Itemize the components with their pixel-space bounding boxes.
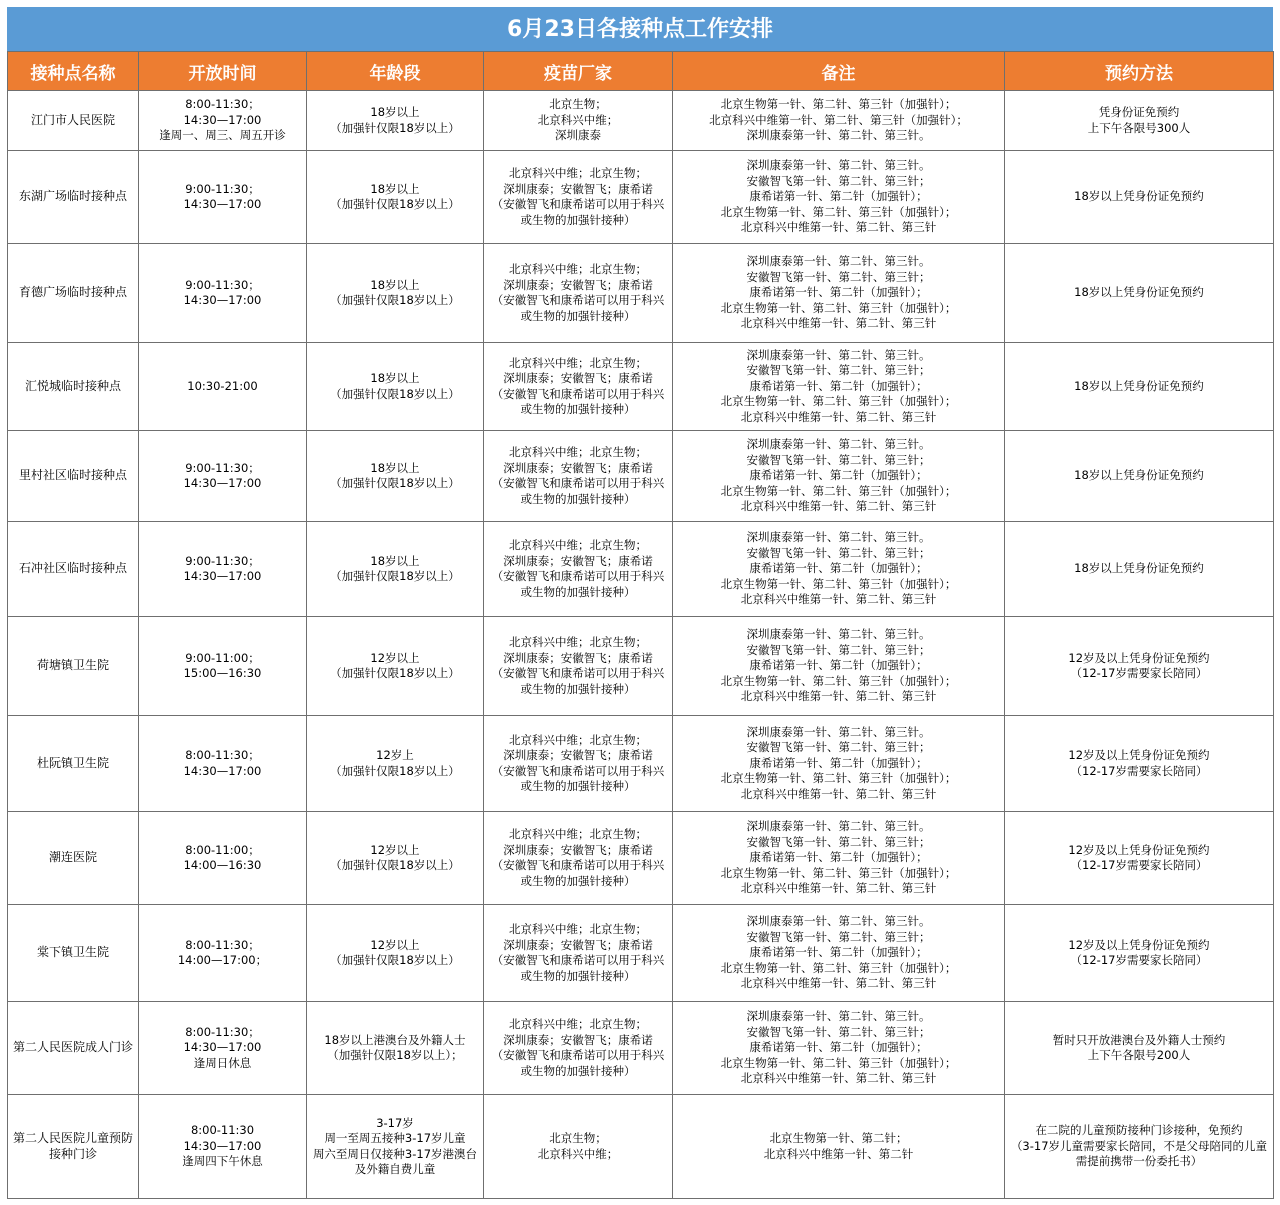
table-row [8, 91, 1274, 151]
age-range: 12岁以上 （加强针仅限18岁以上） [307, 617, 484, 716]
table-row [8, 522, 1274, 617]
vaccine-maker: 北京科兴中维；北京生物； 深圳康泰；安徽智飞；康希诺 （安徽智飞和康希诺可以用于科兴或生物的加强针接种） [484, 522, 673, 617]
header-site-name: 接种点名称 [8, 52, 139, 91]
vaccine-maker: 北京生物； 北京科兴中维； [484, 1095, 673, 1199]
site-name: 棠下镇卫生院 [8, 905, 139, 1002]
booking-method: 18岁以上凭身份证免预约 [1005, 431, 1274, 522]
notes: 深圳康泰第一针、第二针、第三针。 安徽智飞第一针、第二针、第三针； 康希诺第一针、第二针（加强针）； 北京生物第一针、第二针、第三针（加强针）； 北京科兴中维第一针、第二针、第三针 [673, 905, 1005, 1002]
site-name: 里村社区临时接种点 [8, 431, 139, 522]
header-notes: 备注 [673, 52, 1005, 91]
site-name: 育德广场临时接种点 [8, 244, 139, 343]
booking-method: 12岁及以上凭身份证免预约 （12-17岁需要家长陪同） [1005, 905, 1274, 1002]
open-hours: 8:00-11:00； 14:00—16:30 [139, 812, 307, 905]
notes: 北京生物第一针、第二针； 北京科兴中维第一针、第二针 [673, 1095, 1005, 1199]
age-range: 18岁以上 （加强针仅限18岁以上） [307, 343, 484, 431]
open-hours: 8:00-11:30； 14:30—17:00 [139, 716, 307, 812]
age-range: 18岁以上 （加强针仅限18岁以上） [307, 431, 484, 522]
booking-method: 12岁及以上凭身份证免预约 （12-17岁需要家长陪同） [1005, 812, 1274, 905]
notes: 深圳康泰第一针、第二针、第三针。 安徽智飞第一针、第二针、第三针； 康希诺第一针、第二针（加强针）； 北京生物第一针、第二针、第三针（加强针）； 北京科兴中维第一针、第二针、第三针 [673, 812, 1005, 905]
vaccine-maker: 北京科兴中维；北京生物； 深圳康泰；安徽智飞；康希诺 （安徽智飞和康希诺可以用于科兴或生物的加强针接种） [484, 343, 673, 431]
vaccine-maker: 北京科兴中维；北京生物； 深圳康泰；安徽智飞；康希诺 （安徽智飞和康希诺可以用于科兴或生物的加强针接种） [484, 812, 673, 905]
table-row [8, 343, 1274, 431]
site-name: 杜阮镇卫生院 [8, 716, 139, 812]
table-row [8, 1095, 1274, 1199]
open-hours: 8:00-11:30； 14:30—17:00 逢周一、周三、周五开诊 [139, 91, 307, 151]
notes: 北京生物第一针、第二针、第三针（加强针）； 北京科兴中维第一针、第二针、第三针（加强针）； 深圳康泰第一针、第二针、第三针。 [673, 91, 1005, 151]
open-hours: 9:00-11:30； 14:30—17:00 [139, 522, 307, 617]
site-name: 汇悦城临时接种点 [8, 343, 139, 431]
vaccine-maker: 北京科兴中维；北京生物； 深圳康泰；安徽智飞；康希诺 （安徽智飞和康希诺可以用于科兴或生物的加强针接种） [484, 151, 673, 244]
vaccine-maker: 北京科兴中维；北京生物； 深圳康泰；安徽智飞；康希诺 （安徽智飞和康希诺可以用于科兴或生物的加强针接种） [484, 905, 673, 1002]
vaccine-maker: 北京科兴中维；北京生物； 深圳康泰；安徽智飞；康希诺 （安徽智飞和康希诺可以用于科兴或生物的加强针接种） [484, 716, 673, 812]
table-row [8, 244, 1274, 343]
site-name: 石冲社区临时接种点 [8, 522, 139, 617]
age-range: 18岁以上 （加强针仅限18岁以上） [307, 151, 484, 244]
notes: 深圳康泰第一针、第二针、第三针。 安徽智飞第一针、第二针、第三针； 康希诺第一针、第二针（加强针）； 北京生物第一针、第二针、第三针（加强针）； 北京科兴中维第一针、第二针、第三针 [673, 1002, 1005, 1095]
booking-method: 18岁以上凭身份证免预约 [1005, 244, 1274, 343]
notes: 深圳康泰第一针、第二针、第三针。 安徽智飞第一针、第二针、第三针； 康希诺第一针、第二针（加强针）； 北京生物第一针、第二针、第三针（加强针）； 北京科兴中维第一针、第二针、第三针 [673, 431, 1005, 522]
booking-method: 12岁及以上凭身份证免预约 （12-17岁需要家长陪同） [1005, 716, 1274, 812]
open-hours: 9:00-11:30； 14:30—17:00 [139, 244, 307, 343]
vaccine-maker: 北京科兴中维；北京生物； 深圳康泰；安徽智飞；康希诺 （安徽智飞和康希诺可以用于科兴或生物的加强针接种） [484, 431, 673, 522]
site-name: 东湖广场临时接种点 [8, 151, 139, 244]
site-name: 第二人民医院成人门诊 [8, 1002, 139, 1095]
notes: 深圳康泰第一针、第二针、第三针。 安徽智飞第一针、第二针、第三针； 康希诺第一针、第二针（加强针）； 北京生物第一针、第二针、第三针（加强针）； 北京科兴中维第一针、第二针、第三针 [673, 522, 1005, 617]
age-range: 18岁以上 （加强针仅限18岁以上） [307, 91, 484, 151]
open-hours: 8:00-11:30 14:30—17:00 逢周四下午休息 [139, 1095, 307, 1199]
vaccine-maker: 北京科兴中维；北京生物； 深圳康泰；安徽智飞；康希诺 （安徽智飞和康希诺可以用于科兴或生物的加强针接种） [484, 244, 673, 343]
table-row [8, 151, 1274, 244]
table-row [8, 1002, 1274, 1095]
site-name: 荷塘镇卫生院 [8, 617, 139, 716]
header-age-range: 年龄段 [307, 52, 484, 91]
vaccine-maker: 北京科兴中维；北京生物； 深圳康泰；安徽智飞；康希诺 （安徽智飞和康希诺可以用于科兴或生物的加强针接种） [484, 1002, 673, 1095]
notes: 深圳康泰第一针、第二针、第三针。 安徽智飞第一针、第二针、第三针； 康希诺第一针、第二针（加强针）； 北京生物第一针、第二针、第三针（加强针）； 北京科兴中维第一针、第二针、第三针 [673, 343, 1005, 431]
age-range: 18岁以上 （加强针仅限18岁以上） [307, 522, 484, 617]
notes: 深圳康泰第一针、第二针、第三针。 安徽智飞第一针、第二针、第三针； 康希诺第一针、第二针（加强针）； 北京生物第一针、第二针、第三针（加强针）； 北京科兴中维第一针、第二针、第三针 [673, 244, 1005, 343]
open-hours: 9:00-11:30； 14:30—17:00 [139, 151, 307, 244]
header-row [8, 52, 1274, 91]
age-range: 3-17岁 周一至周五接种3-17岁儿童 周六至周日仅接种3-17岁港澳台及外籍自费儿童 [307, 1095, 484, 1199]
site-name: 潮连医院 [8, 812, 139, 905]
booking-method: 凭身份证免预约 上下午各限号300人 [1005, 91, 1274, 151]
schedule-sheet [7, 7, 1273, 1199]
notes: 深圳康泰第一针、第二针、第三针。 安徽智飞第一针、第二针、第三针； 康希诺第一针、第二针（加强针）； 北京生物第一针、第二针、第三针（加强针）； 北京科兴中维第一针、第二针、第三针 [673, 716, 1005, 812]
age-range: 12岁以上 （加强针仅限18岁以上） [307, 905, 484, 1002]
open-hours: 10:30-21:00 [139, 343, 307, 431]
age-range: 12岁以上 （加强针仅限18岁以上） [307, 812, 484, 905]
booking-method: 12岁及以上凭身份证免预约 （12-17岁需要家长陪同） [1005, 617, 1274, 716]
vaccine-maker: 北京科兴中维；北京生物； 深圳康泰；安徽智飞；康希诺 （安徽智飞和康希诺可以用于科兴或生物的加强针接种） [484, 617, 673, 716]
sheet-title: 6月23日各接种点工作安排 [7, 7, 1273, 51]
booking-method: 在二院的儿童预防接种门诊接种，免预约 （3-17岁儿童需要家长陪同，不是父母陪同的儿童需提前携带一份委托书） [1005, 1095, 1274, 1199]
header-booking: 预约方法 [1005, 52, 1274, 91]
age-range: 12岁上 （加强针仅限18岁以上） [307, 716, 484, 812]
open-hours: 9:00-11:30； 14:30—17:00 [139, 431, 307, 522]
booking-method: 18岁以上凭身份证免预约 [1005, 151, 1274, 244]
booking-method: 18岁以上凭身份证免预约 [1005, 522, 1274, 617]
table-row [8, 617, 1274, 716]
open-hours: 8:00-11:30； 14:30—17:00 逢周日休息 [139, 1002, 307, 1095]
site-name: 第二人民医院儿童预防接种门诊 [8, 1095, 139, 1199]
age-range: 18岁以上港澳台及外籍人士 （加强针仅限18岁以上）； [307, 1002, 484, 1095]
table-row [8, 905, 1274, 1002]
table-row [8, 431, 1274, 522]
vaccine-maker: 北京生物； 北京科兴中维； 深圳康泰 [484, 91, 673, 151]
header-vaccine-maker: 疫苗厂家 [484, 52, 673, 91]
notes: 深圳康泰第一针、第二针、第三针。 安徽智飞第一针、第二针、第三针； 康希诺第一针、第二针（加强针）； 北京生物第一针、第二针、第三针（加强针）； 北京科兴中维第一针、第二针、第三针 [673, 617, 1005, 716]
age-range: 18岁以上 （加强针仅限18岁以上） [307, 244, 484, 343]
open-hours: 9:00-11:00； 15:00—16:30 [139, 617, 307, 716]
site-name: 江门市人民医院 [8, 91, 139, 151]
schedule-table [7, 51, 1274, 1199]
table-row [8, 812, 1274, 905]
booking-method: 暂时只开放港澳台及外籍人士预约 上下午各限号200人 [1005, 1002, 1274, 1095]
header-open-hours: 开放时间 [139, 52, 307, 91]
open-hours: 8:00-11:30； 14:00—17:00； [139, 905, 307, 1002]
booking-method: 18岁以上凭身份证免预约 [1005, 343, 1274, 431]
table-row [8, 716, 1274, 812]
notes: 深圳康泰第一针、第二针、第三针。 安徽智飞第一针、第二针、第三针； 康希诺第一针、第二针（加强针）； 北京生物第一针、第二针、第三针（加强针）； 北京科兴中维第一针、第二针、第三针 [673, 151, 1005, 244]
